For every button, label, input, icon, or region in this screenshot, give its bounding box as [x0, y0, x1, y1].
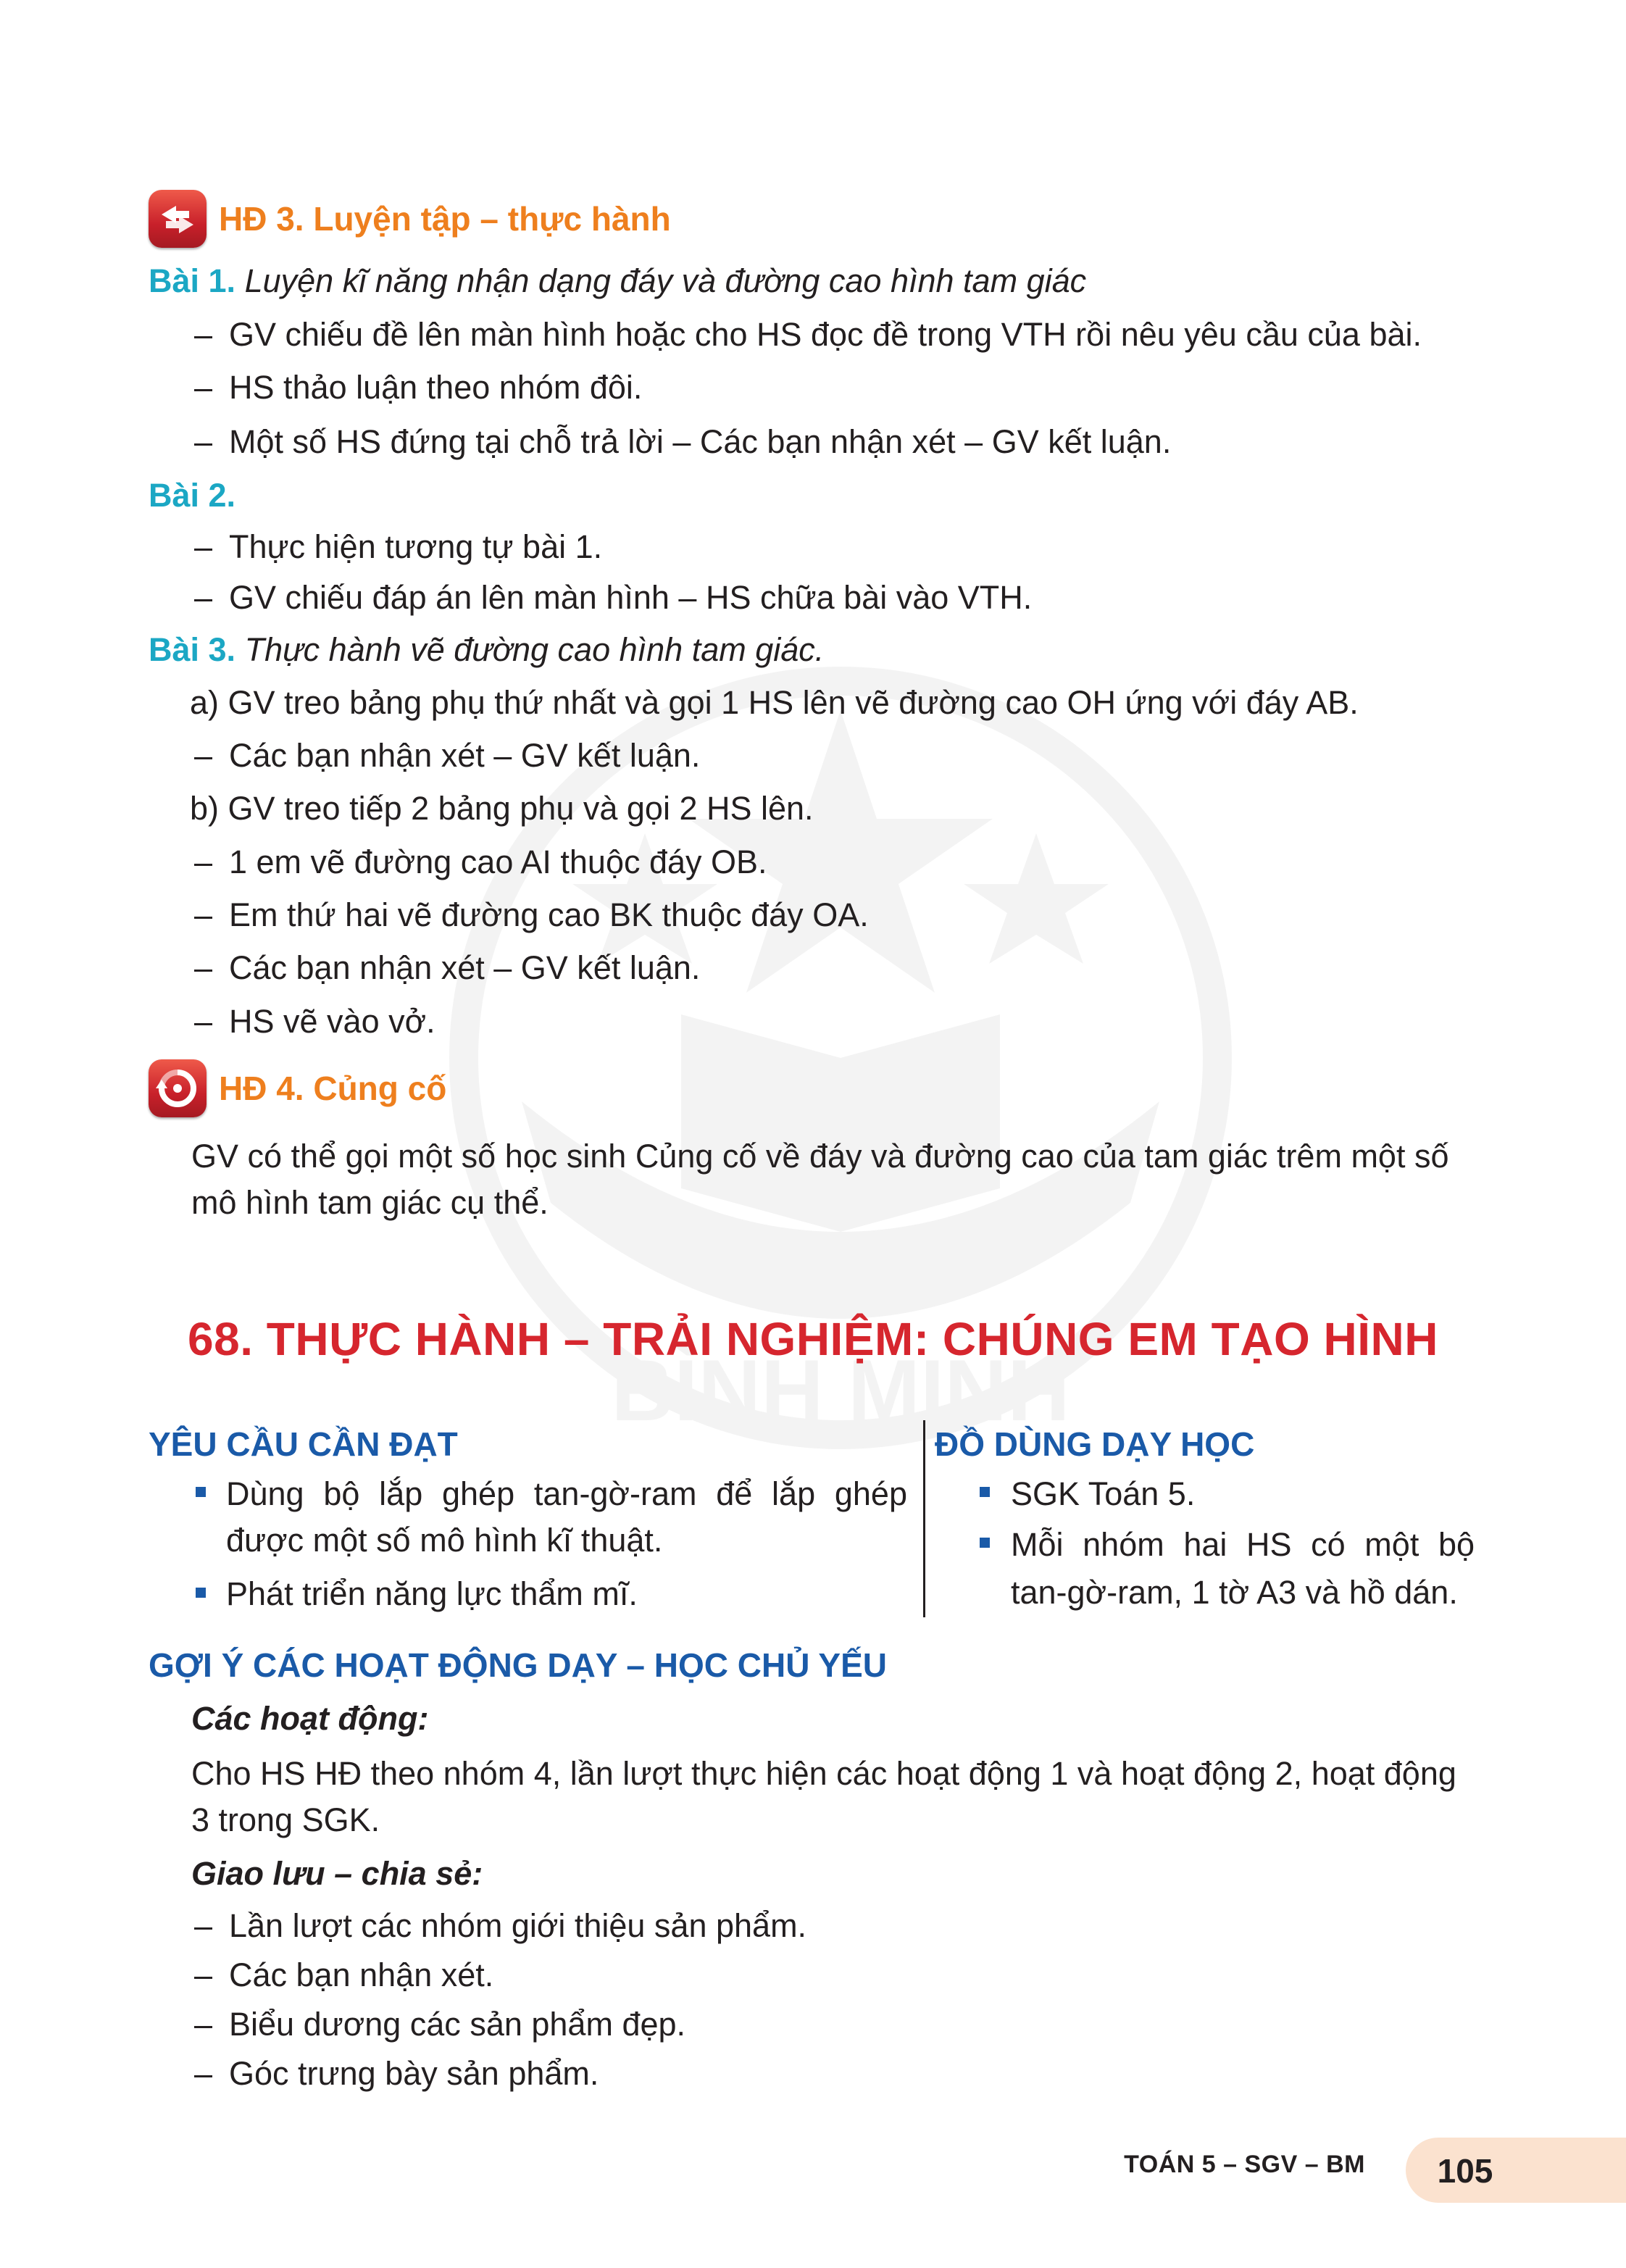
bai3-label: Bài 3. — [149, 631, 236, 668]
paragraph-line: 3 trong SGK. — [191, 1801, 380, 1838]
column-divider — [923, 1420, 925, 1617]
consolidate-icon — [149, 1059, 207, 1117]
bai3-part-a: a) GV treo bảng phụ thứ nhất và gọi 1 HS lên vẽ đường cao OH ứng với đáy AB. — [190, 684, 1359, 721]
practice-icon — [149, 190, 207, 248]
list-item: – 1 em vẽ đường cao AI thuộc đáy OB. — [194, 843, 767, 880]
bai3-text: Thực hành vẽ đường cao hình tam giác. — [244, 631, 825, 668]
requirements-heading: YÊU CẦU CẦN ĐẠT — [149, 1425, 458, 1463]
bai1-text: Luyện kĩ năng nhận dạng đáy và đường cao hình tam giác — [244, 262, 1087, 299]
bai3-part-b: b) GV treo tiếp 2 bảng phụ và gọi 2 HS lên. — [190, 790, 814, 827]
footer-book-title: TOÁN 5 – SGV – BM — [1124, 2151, 1365, 2178]
tools-line: Mỗi nhóm hai HS có một bộ — [1011, 1526, 1475, 1563]
tools-line: tan-gờ-ram, 1 tờ A3 và hồ dán. — [1011, 1574, 1458, 1611]
list-item: – Một số HS đứng tại chỗ trả lời – Các bạn nhận xét – GV kết luận. — [194, 423, 1172, 460]
paragraph-line: mô hình tam giác cụ thể. — [191, 1184, 549, 1221]
bullet-icon — [196, 1588, 206, 1598]
list-item: – Em thứ hai vẽ đường cao BK thuộc đáy OA. — [194, 896, 869, 933]
list-item: – HS vẽ vào vở. — [194, 1003, 435, 1040]
share-label: Giao lưu – chia sẻ: — [191, 1855, 483, 1892]
tools-line: SGK Toán 5. — [1011, 1475, 1196, 1512]
list-item: – Các bạn nhận xét – GV kết luận. — [194, 949, 701, 986]
bai1-label: Bài 1. — [149, 262, 236, 299]
bullet-icon — [196, 1487, 206, 1497]
requirement-line: Dùng bộ lắp ghép tan-gờ-ram để lắp ghép — [226, 1475, 907, 1512]
list-item: – Các bạn nhận xét – GV kết luận. — [194, 737, 701, 774]
requirement-line: Phát triển năng lực thẩm mĩ. — [226, 1575, 638, 1612]
list-item: – Biểu dương các sản phẩm đẹp. — [194, 2006, 686, 2043]
list-item: – Thực hiện tương tự bài 1. — [194, 528, 603, 565]
bai1-heading — [149, 259, 1086, 303]
tools-heading: ĐỒ DÙNG DẠY HỌC — [935, 1425, 1255, 1463]
hd3-title: HĐ 3. Luyện tập – thực hành — [219, 200, 671, 238]
paragraph-line: Cho HS HĐ theo nhóm 4, lần lượt thực hiện các hoạt động 1 và hoạt động 2, hoạt động — [191, 1755, 1456, 1792]
list-item: – HS thảo luận theo nhóm đôi. — [194, 369, 643, 406]
activities-label: Các hoạt động: — [191, 1700, 429, 1737]
lesson-title: 68. THỰC HÀNH – TRẢI NGHIỆM: CHÚNG EM TẠO HÌNH — [188, 1313, 1438, 1365]
list-item: – Các bạn nhận xét. — [194, 1956, 494, 1993]
bai3-heading — [149, 628, 824, 672]
bai2-label: Bài 2. — [149, 477, 236, 514]
list-item: – Góc trưng bày sản phẩm. — [194, 2055, 599, 2092]
requirement-line: được một số mô hình kĩ thuật. — [226, 1522, 663, 1559]
list-item: – Lần lượt các nhóm giới thiệu sản phẩm. — [194, 1907, 807, 1944]
bullet-icon — [980, 1487, 990, 1497]
bullet-icon — [980, 1538, 990, 1548]
hd4-title: HĐ 4. Củng cố — [219, 1070, 447, 1107]
list-item: – GV chiếu đề lên màn hình hoặc cho HS đọc đề trong VTH rồi nêu yêu cầu của bài. — [194, 316, 1422, 353]
list-item: – GV chiếu đáp án lên màn hình – HS chữa bài vào VTH. — [194, 579, 1033, 616]
paragraph-line: GV có thể gọi một số học sinh Củng cố về đáy và đường cao của tam giác trêm một số — [191, 1138, 1449, 1175]
activities-heading: GỢI Ý CÁC HOẠT ĐỘNG DẠY – HỌC CHỦ YẾU — [149, 1646, 887, 1684]
page-number: 105 — [1437, 2152, 1493, 2190]
